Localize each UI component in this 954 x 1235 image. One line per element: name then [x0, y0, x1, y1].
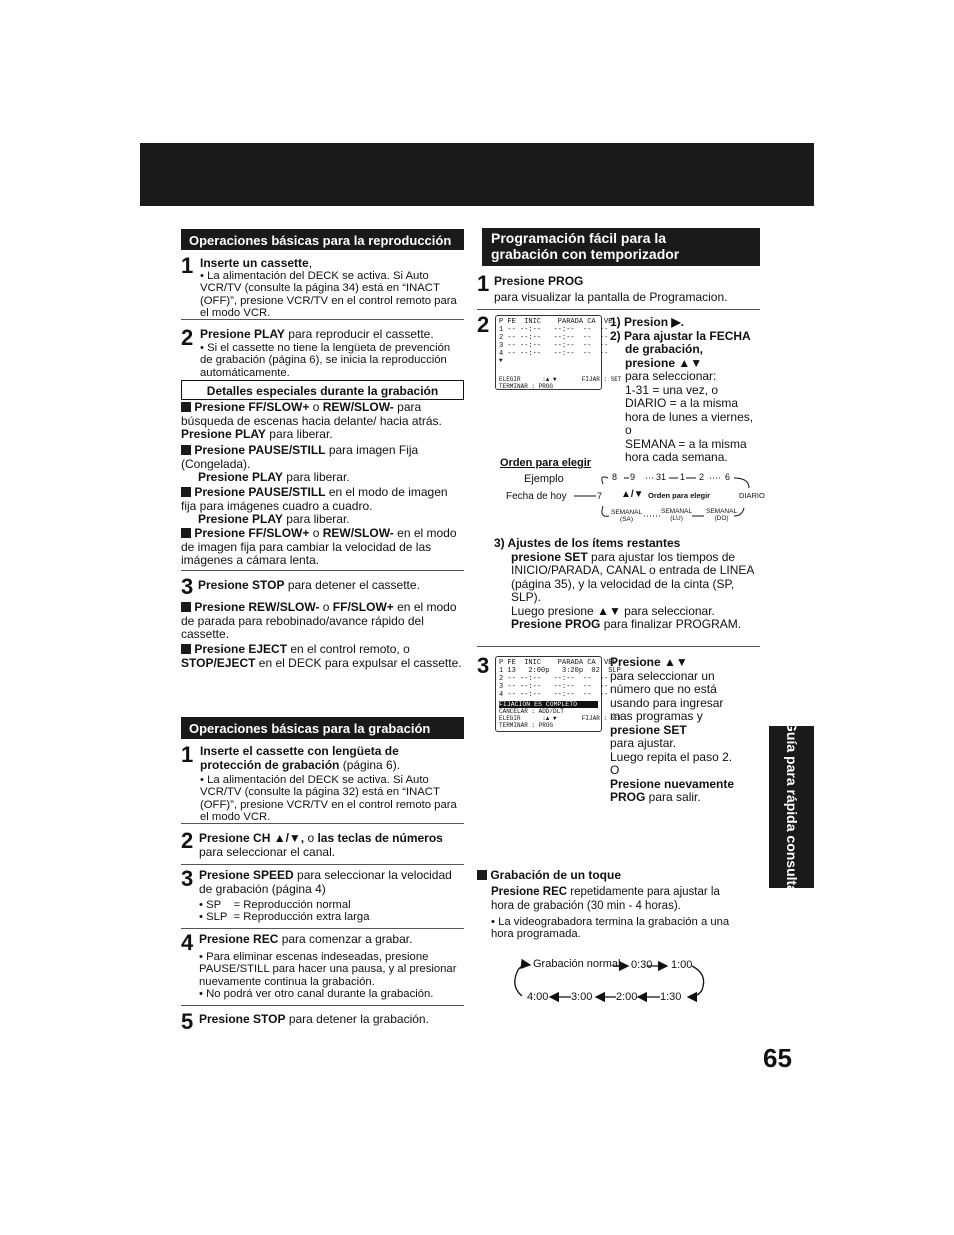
recording-section-title: Operaciones básicas para la grabación [181, 717, 464, 739]
playback-step-1-bullet: • La alimentación del DECK se activa. Si Auto VCR/TV (consulte la página 34) está en “INACT (OFF)”, presione VCR/TV en el control remoto para el modo VCR. [200, 270, 457, 320]
cycle-label-0-30: 0:30 [631, 959, 653, 971]
order-seq-1: 1 [680, 472, 686, 482]
stop-item-1: Presione REW/SLOW- o FF/SLOW+ en el modo de parada para rebobinado/avance rápido del cassette. [181, 600, 457, 641]
divider [181, 823, 464, 824]
stop-item-2: Presione EJECT en el control remoto, o STOP/EJECT en el DECK para expulsar el cassette. [181, 642, 462, 670]
timer-section-title: Programación fácil para la grabación con temporizador [482, 228, 760, 266]
order-semanal-do: SEMANAL (DO) [706, 508, 738, 522]
side-tab-label: Guía para rápida consulta [783, 721, 800, 893]
playback-step-1-number: 1 [181, 253, 194, 278]
order-seq-31: 31 [656, 472, 667, 482]
recording-step-2: Presione CH ▲/▼, o las teclas de números para seleccionar el canal. [199, 831, 443, 859]
timer-step-2-instructions: 1) Presion ▶. 2) Para ajustar la FECHA de grabación, presione ▲▼ para seleccionar: 1-31 = una vez, o DIARIO = a la misma hora de lunes a viernes, o SEMANA = a la misma hora cada semana. [610, 315, 754, 464]
divider [181, 1005, 464, 1006]
playback-section-title: Operaciones básicas para la reproducción [181, 229, 464, 250]
detail-item-2: Presione PAUSE/STILL para imagen Fija (Congelada). Presione PLAY para liberar. [181, 443, 419, 484]
cycle-label-1-30: 1:30 [660, 991, 682, 1003]
timer-step-1: Presione PROG para visualizar la pantalla de Programacion. [494, 274, 728, 304]
recording-step-3-bullet-1: • SP = Reproducción normal [199, 899, 351, 911]
order-seq-9: 9 [630, 472, 636, 482]
recording-step-5-number: 5 [181, 1009, 194, 1034]
order-updown: ▲/▼ [621, 489, 644, 500]
playback-step-2-bullet: • Si el cassette no tiene la lengüeta de prevención de grabación (página 6), se inicia la reproducción automáticamente. [200, 342, 451, 379]
order-seq-2: 2 [699, 472, 705, 482]
recording-step-3-number: 3 [181, 866, 194, 891]
order-diagram-title: Orden para elegir [500, 457, 592, 469]
order-label: Orden para elegir [648, 491, 711, 500]
recording-step-5: Presione STOP para detener la grabación. [199, 1012, 429, 1026]
square-bullet-icon [181, 445, 191, 455]
recording-step-3-bullet-2: • SLP = Reproducción extra larga [199, 911, 370, 923]
order-seq-6: 6 [725, 472, 731, 482]
divider [181, 570, 464, 571]
page-number: 65 [763, 1043, 792, 1073]
recording-step-4-number: 4 [181, 930, 194, 955]
one-touch-bullet: • La videograbadora termina la grabación a una hora programada. [491, 916, 730, 941]
one-touch-title: Grabación de un toque [477, 869, 760, 883]
side-tab [769, 721, 814, 893]
playback-step-1-bold: Inserte un cassette [200, 256, 309, 270]
detail-item-1: Presione FF/SLOW+ o REW/SLOW- para búsqueda de escenas hacia delante/ hacia atrás. Presione PLAY para liberar. [181, 400, 442, 441]
order-seq-8: 8 [612, 472, 618, 482]
square-bullet-icon [181, 644, 191, 654]
detail-item-3: Presione PAUSE/STILL en el modo de imagen fija para imágenes cuadro a cuadro. Presione PLAY para liberar. [181, 485, 448, 526]
order-semanal-sa: SEMANAL (SA) [611, 509, 643, 523]
divider [181, 864, 464, 865]
cycle-label-normal: Grabación normal [533, 958, 621, 970]
playback-step-1-rest: , [308, 256, 313, 270]
cycle-label-2-00: 2:00 [616, 991, 638, 1003]
playback-step-3: Presione STOP para detener el cassette. [198, 578, 420, 592]
order-diagram-today: Fecha de hoy [506, 491, 567, 502]
timer-step-1-number: 1 [477, 271, 490, 296]
recording-step-4-bullet-1: • Para eliminar escenas indeseadas, presione PAUSE/STILL para hacer una pausa, y al presionar nuevamente continua la grabación. [199, 951, 457, 988]
cycle-label-4-00: 4:00 [527, 991, 549, 1003]
programming-complete-screen: P FE INIC PARADA CA VEL 1 13 2:00p 3:20p 02 SLP 2 -- --:-- --:-- -- -- 3 -- --:-- --:-- -- -- 4 -- --:-- --:-- -- -- FIJACION ES COMPLETO CANCELAR : ADD/DLT ELEGIR :▲ ▼ FIJAR : SET TERMINAR : PROG [495, 656, 602, 732]
order-semanal-lu: SEMANAL (LU) [661, 508, 693, 522]
playback-step-2-number: 2 [181, 325, 194, 350]
order-today-number: 7 [597, 491, 603, 501]
divider [181, 928, 464, 929]
recording-step-4: Presione REC para comenzar a grabar. [199, 932, 413, 946]
order-diario: DIARIO [739, 491, 765, 500]
cycle-label-3-00: 3:00 [571, 991, 593, 1003]
playback-step-2-bold: Presione PLAY [200, 327, 285, 341]
playback-step-3-number: 3 [181, 574, 194, 599]
timer-step-3-instructions: Presione ▲▼ para seleccionar un número que no está usando para ingresar mas programas y presione SET para ajustar. Luego repita el paso 2. O Presione nuevamente PROG para salir. [610, 655, 735, 804]
timer-step-3-number: 3 [477, 653, 490, 678]
playback-step-2 [200, 328, 462, 342]
recording-step-1-number: 1 [181, 742, 194, 767]
playback-step-2-rest: para reproducir el cassette. [284, 327, 434, 341]
recording-step-4-bullet-2: • No podrá ver otro canal durante la grabación. [199, 988, 434, 1000]
divider [477, 646, 760, 647]
timer-step-2-number: 2 [477, 312, 490, 337]
timer-step-2-item-3: 3) Ajustes de los ítems restantes presione SET para ajustar los tiempos de INICIO/PARADA, CANAL o entrada de LINEA (página 35), y la velocidad de la cinta (SP, SLP). Luego presione ▲▼ para seleccionar. Presione PROG para finalizar PROGRAM. [494, 536, 754, 631]
square-bullet-icon [181, 402, 191, 412]
cycle-label-1-00: 1:00 [671, 959, 693, 971]
programming-screen: P FE INIC PARADA CA VEL 1 -- --:-- --:-- -- -- 2 -- --:-- --:-- -- -- 3 -- --:-- --:-- -- -- 4 -- --:-- --:-- -- -- ▼ ELEGIR :▲ ▼ FIJAR : SET TERMINAR : PROG [495, 315, 602, 390]
order-diagram-example: Ejemplo [524, 473, 564, 485]
detail-item-4: Presione FF/SLOW+ o REW/SLOW- en el modo de imagen fija para cambiar la velocidad de las imágenes a cámara lenta. [181, 526, 457, 567]
square-bullet-icon [181, 602, 191, 612]
divider [477, 309, 760, 310]
square-bullet-icon [477, 870, 487, 880]
recording-step-1: Inserte el cassette con lengüeta de protección de grabación (página 6). [200, 744, 401, 772]
one-touch-text: Presione REC repetidamente para ajustar la hora de grabación (30 min - 4 horas). [491, 886, 720, 912]
divider [181, 319, 464, 320]
details-box: Detalles especiales durante la grabación [181, 380, 464, 400]
header-bar [140, 143, 814, 206]
square-bullet-icon [181, 528, 191, 538]
playback-step-1 [200, 257, 462, 271]
recording-step-1-bullet: • La alimentación del DECK se activa. Si Auto VCR/TV (consulte la página 32) está en “INACT (OFF)”, presione VCR/TV en el control remoto para el modo VCR. [200, 774, 457, 824]
recording-step-3: Presione SPEED para seleccionar la velocidad de grabación (página 4) [199, 868, 452, 896]
square-bullet-icon [181, 487, 191, 497]
recording-step-2-number: 2 [181, 828, 194, 853]
